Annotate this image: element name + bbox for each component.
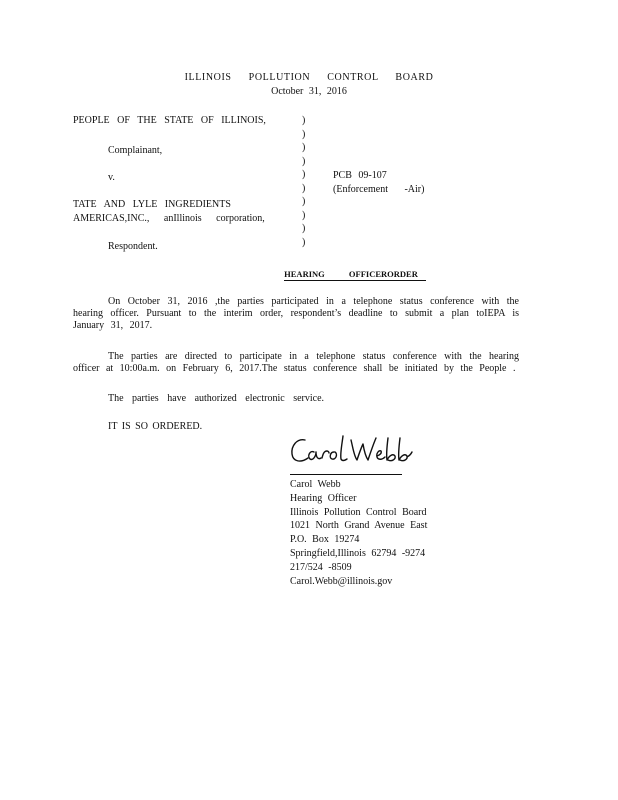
signer-email[interactable]: Carol.Webb@illinois.gov — [290, 575, 393, 587]
signer-city: Springfield,Illinois 62794 -9274 — [290, 547, 426, 559]
signer-address-line2: P.O. Box 19274 — [290, 534, 360, 546]
signer-name: Carol Webb — [290, 479, 341, 490]
signature-line — [290, 474, 402, 475]
body-paragraph-3: The parties have authorized electronic service. — [108, 393, 325, 404]
signer-phone: 217/524 -8509 — [290, 561, 352, 573]
plaintiff-name: PEOPLE OF THE STATE OF ILLINOIS, — [73, 115, 266, 126]
signer-organization: Illinois Pollution Control Board — [290, 506, 427, 518]
order-title-text: HEARING OFFICERORDER — [284, 268, 426, 281]
handwritten-signature-image — [287, 432, 415, 472]
defendant-name-line2: AMERICAS,INC., anIllinois corporation, — [73, 213, 265, 224]
versus-label: v. — [108, 172, 115, 183]
body-paragraph-2: The parties are directed to participate in a telephone status conference with the hearing officer at 10:00a.m. on February 6, 2017.The status conference shall be initiated by the People . — [73, 351, 519, 374]
board-name-heading: ILLINOIS POLLUTION CONTROL BOARD — [184, 72, 434, 83]
signer-title: Hearing Officer — [290, 492, 357, 504]
document-date: October 31, 2016 — [271, 86, 347, 97]
signer-address-line1: 1021 North Grand Avenue East — [290, 520, 428, 532]
order-closing: IT IS SO ORDERED. — [108, 421, 203, 432]
defendant-name-line1: TATE AND LYLE INGREDIENTS — [73, 199, 231, 210]
order-title — [0, 268, 618, 281]
case-number: PCB 09-107 — [333, 170, 387, 181]
caption-bracket-column: ) ) ) ) ) ) ) ) ) ) — [302, 115, 306, 248]
case-type: (Enforcement -Air) — [333, 184, 425, 195]
body-paragraph-1: On October 31, 2016 ,the parties participated in a telephone status conference with the hearing officer. Pursuant to the interim order, respondent’s deadline to submit a plan toIEPA is January 31, 2017. — [73, 296, 519, 331]
defendant-role: Respondent. — [108, 241, 158, 252]
signature-block — [290, 478, 427, 588]
plaintiff-role: Complainant, — [108, 145, 163, 156]
